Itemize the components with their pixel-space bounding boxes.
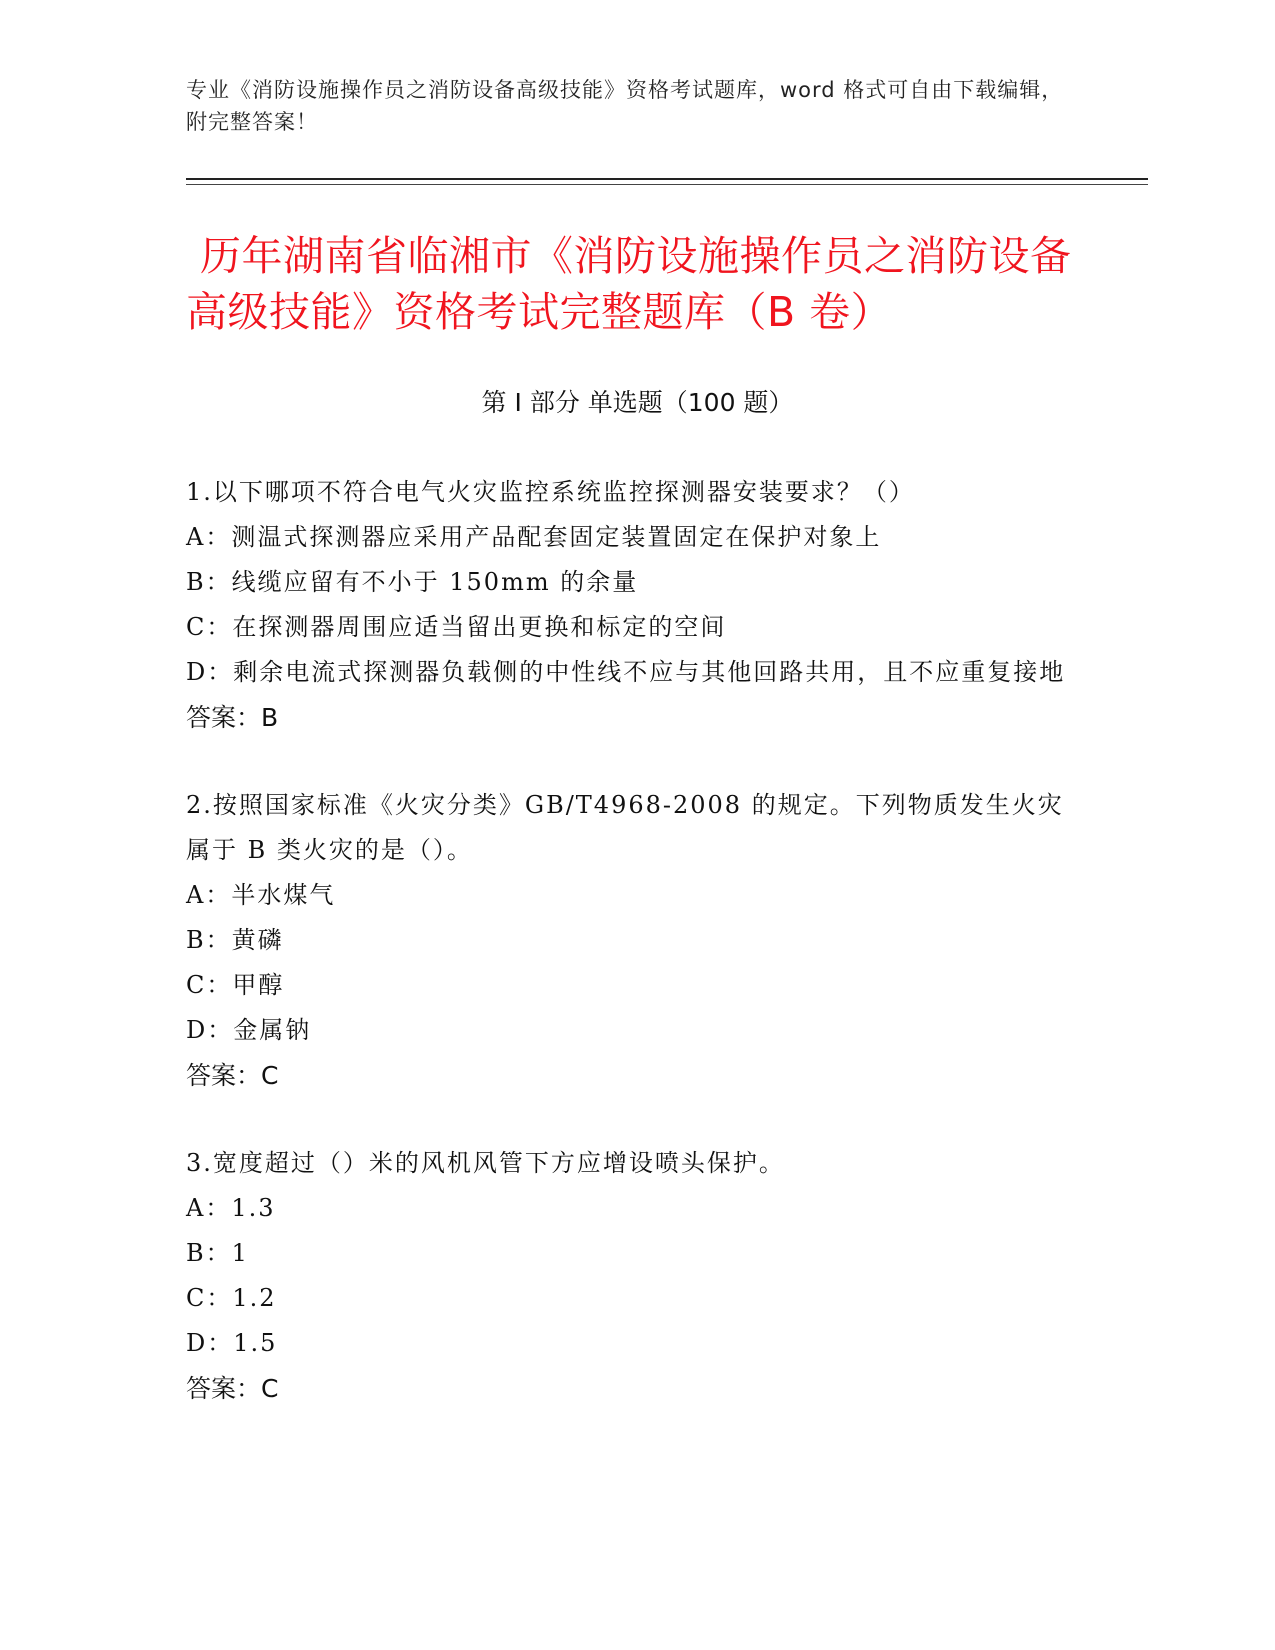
question-item xyxy=(186,470,1086,740)
answer-line: 答案：C xyxy=(186,1374,279,1403)
option-c: C：在探测器周围应适当留出更换和标定的空间 xyxy=(186,613,727,641)
header-divider-thick xyxy=(186,178,1148,180)
document-title: 历年湖南省临湘市《消防设施操作员之消防设备高级技能》资格考试完整题库（B 卷） xyxy=(186,232,1072,336)
header-divider-thin xyxy=(186,184,1148,185)
answer-line: 答案：C xyxy=(186,1061,279,1090)
option-c: C：1.2 xyxy=(186,1284,277,1312)
option-c: C：甲醇 xyxy=(186,971,285,999)
question-item xyxy=(186,783,1086,1098)
question-item xyxy=(186,1141,1086,1411)
option-d: D：1.5 xyxy=(186,1329,278,1357)
option-b: B：1 xyxy=(186,1239,249,1267)
section-heading: 第 I 部分 单选题（100 题） xyxy=(481,388,794,417)
header-note: 专业《消防设施操作员之消防设备高级技能》资格考试题库，word 格式可自由下载编辑，附完整答案！ xyxy=(186,78,1064,134)
option-a: A：半水煤气 xyxy=(186,881,336,909)
question-list xyxy=(186,470,1086,1454)
option-d: D：金属钠 xyxy=(186,1016,312,1044)
question-stem: 1.以下哪项不符合电气火灾监控系统监控探测器安装要求？（） xyxy=(186,478,915,506)
option-b: B：线缆应留有不小于 150mm 的余量 xyxy=(186,568,639,596)
question-stem: 2.按照国家标准《火灾分类》GB/T4968-2008 的规定。下列物质发生火灾属于 B 类火灾的是（）。 xyxy=(186,791,1064,864)
answer-line: 答案：B xyxy=(186,703,279,732)
option-a: A：1.3 xyxy=(186,1194,276,1222)
option-a: A：测温式探测器应采用产品配套固定装置固定在保护对象上 xyxy=(186,523,882,551)
option-b: B：黄磷 xyxy=(186,926,284,954)
question-stem: 3.宽度超过（）米的风机风管下方应增设喷头保护。 xyxy=(186,1149,785,1177)
option-d: D：剩余电流式探测器负载侧的中性线不应与其他回路共用，且不应重复接地 xyxy=(186,658,1066,686)
